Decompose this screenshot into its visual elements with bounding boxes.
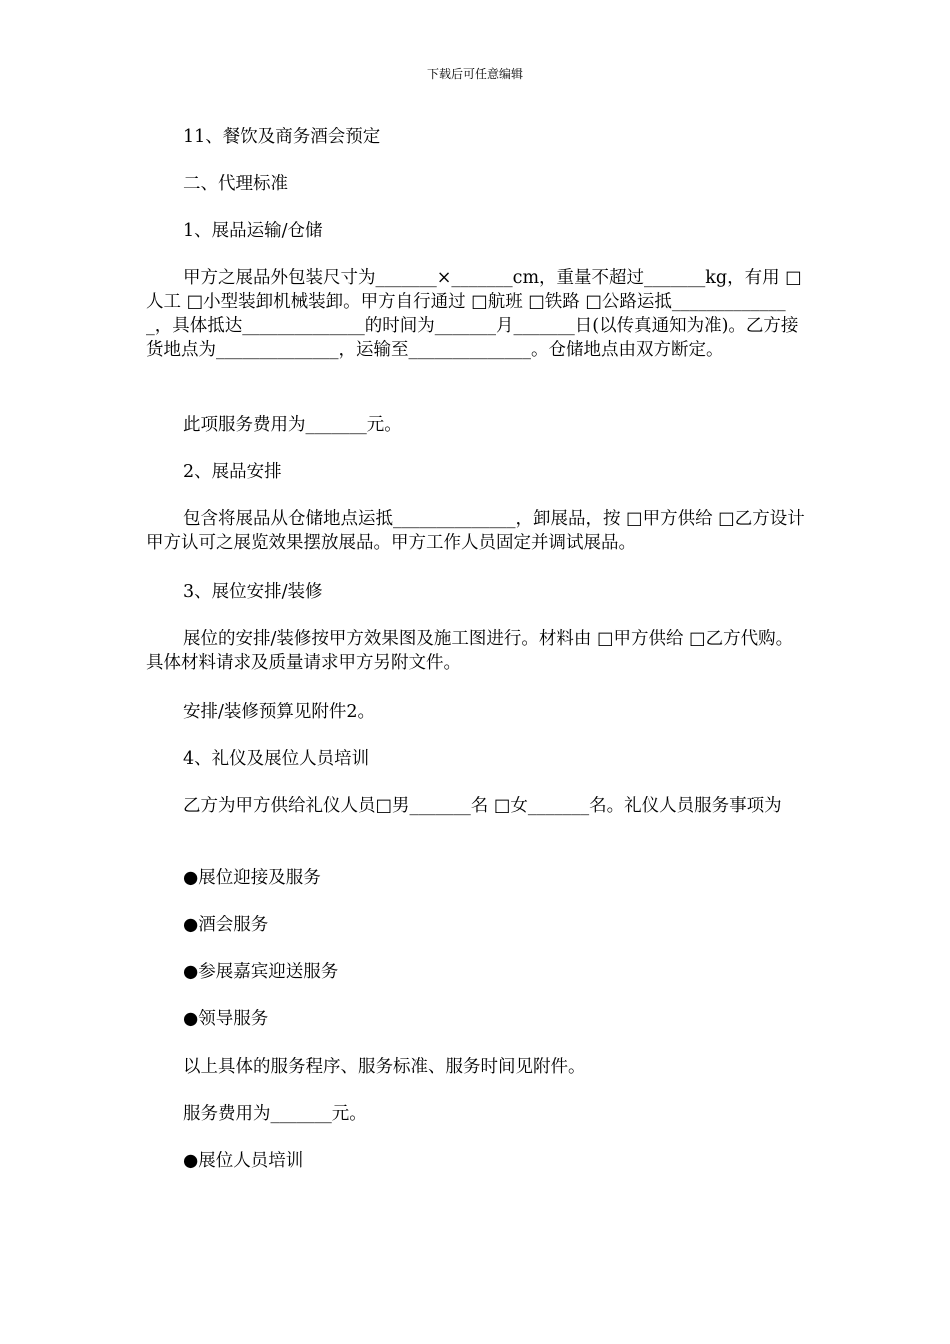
list-item-booth-reception: ●展位迎接及服务	[183, 868, 321, 888]
paragraph-decoration-budget: 安排/装修预算见附件2。	[183, 702, 376, 722]
subheading-transport-storage: 1、展品运输/仓储	[183, 221, 323, 241]
subheading-exhibit-arrangement: 2、展品安排	[183, 462, 282, 482]
section-heading-agency-standards: 二、代理标准	[183, 174, 288, 194]
subheading-etiquette-training: 4、礼仪及展位人员培训	[183, 749, 370, 769]
paragraph-catering: 11、餐饮及商务酒会预定	[183, 127, 381, 147]
paragraph-exhibit-arrangement: 包含将展品从仓储地点运抵______________，卸展品，按 □甲方供给 □乙方设计甲方认可之展览效果摆放展品。甲方工作人员固定并调试展品。	[146, 509, 805, 553]
list-item-reception-service: ●酒会服务	[183, 915, 269, 935]
subheading-booth-decoration: 3、展位安排/装修	[183, 582, 323, 602]
paragraph-transport-details: 甲方之展品外包装尺寸为_______×_______cm，重量不超过_______kg，有用 □人工 □小型装卸机械装卸。甲方自行通过 □航班 □铁路 □公路运抵______________，具体抵达______________的时间为_______月_______日(以传真通知为准)。乙方接货地点为______________，运输至______________。仓储地点由双方断定。	[146, 268, 802, 360]
paragraph-service-details: 以上具体的服务程序、服务标准、服务时间见附件。	[183, 1057, 586, 1077]
list-item-guest-service: ●参展嘉宾迎送服务	[183, 962, 339, 982]
paragraph-booth-decoration: 展位的安排/装修按甲方效果图及施工图进行。材料由 □甲方供给 □乙方代购。具体材料请求及质量请求甲方另附文件。	[146, 629, 794, 673]
list-item-booth-staff-training: ●展位人员培训	[183, 1151, 304, 1171]
list-item-leader-service: ●领导服务	[183, 1009, 269, 1029]
paragraph-service-fee: 服务费用为_______元。	[183, 1104, 367, 1124]
page-header: 下载后可任意编辑	[426, 67, 523, 81]
paragraph-transport-fee: 此项服务费用为_______元。	[183, 415, 402, 435]
paragraph-etiquette-staff: 乙方为甲方供给礼仪人员□男_______名 □女_______名。礼仪人员服务事项为	[183, 796, 782, 816]
